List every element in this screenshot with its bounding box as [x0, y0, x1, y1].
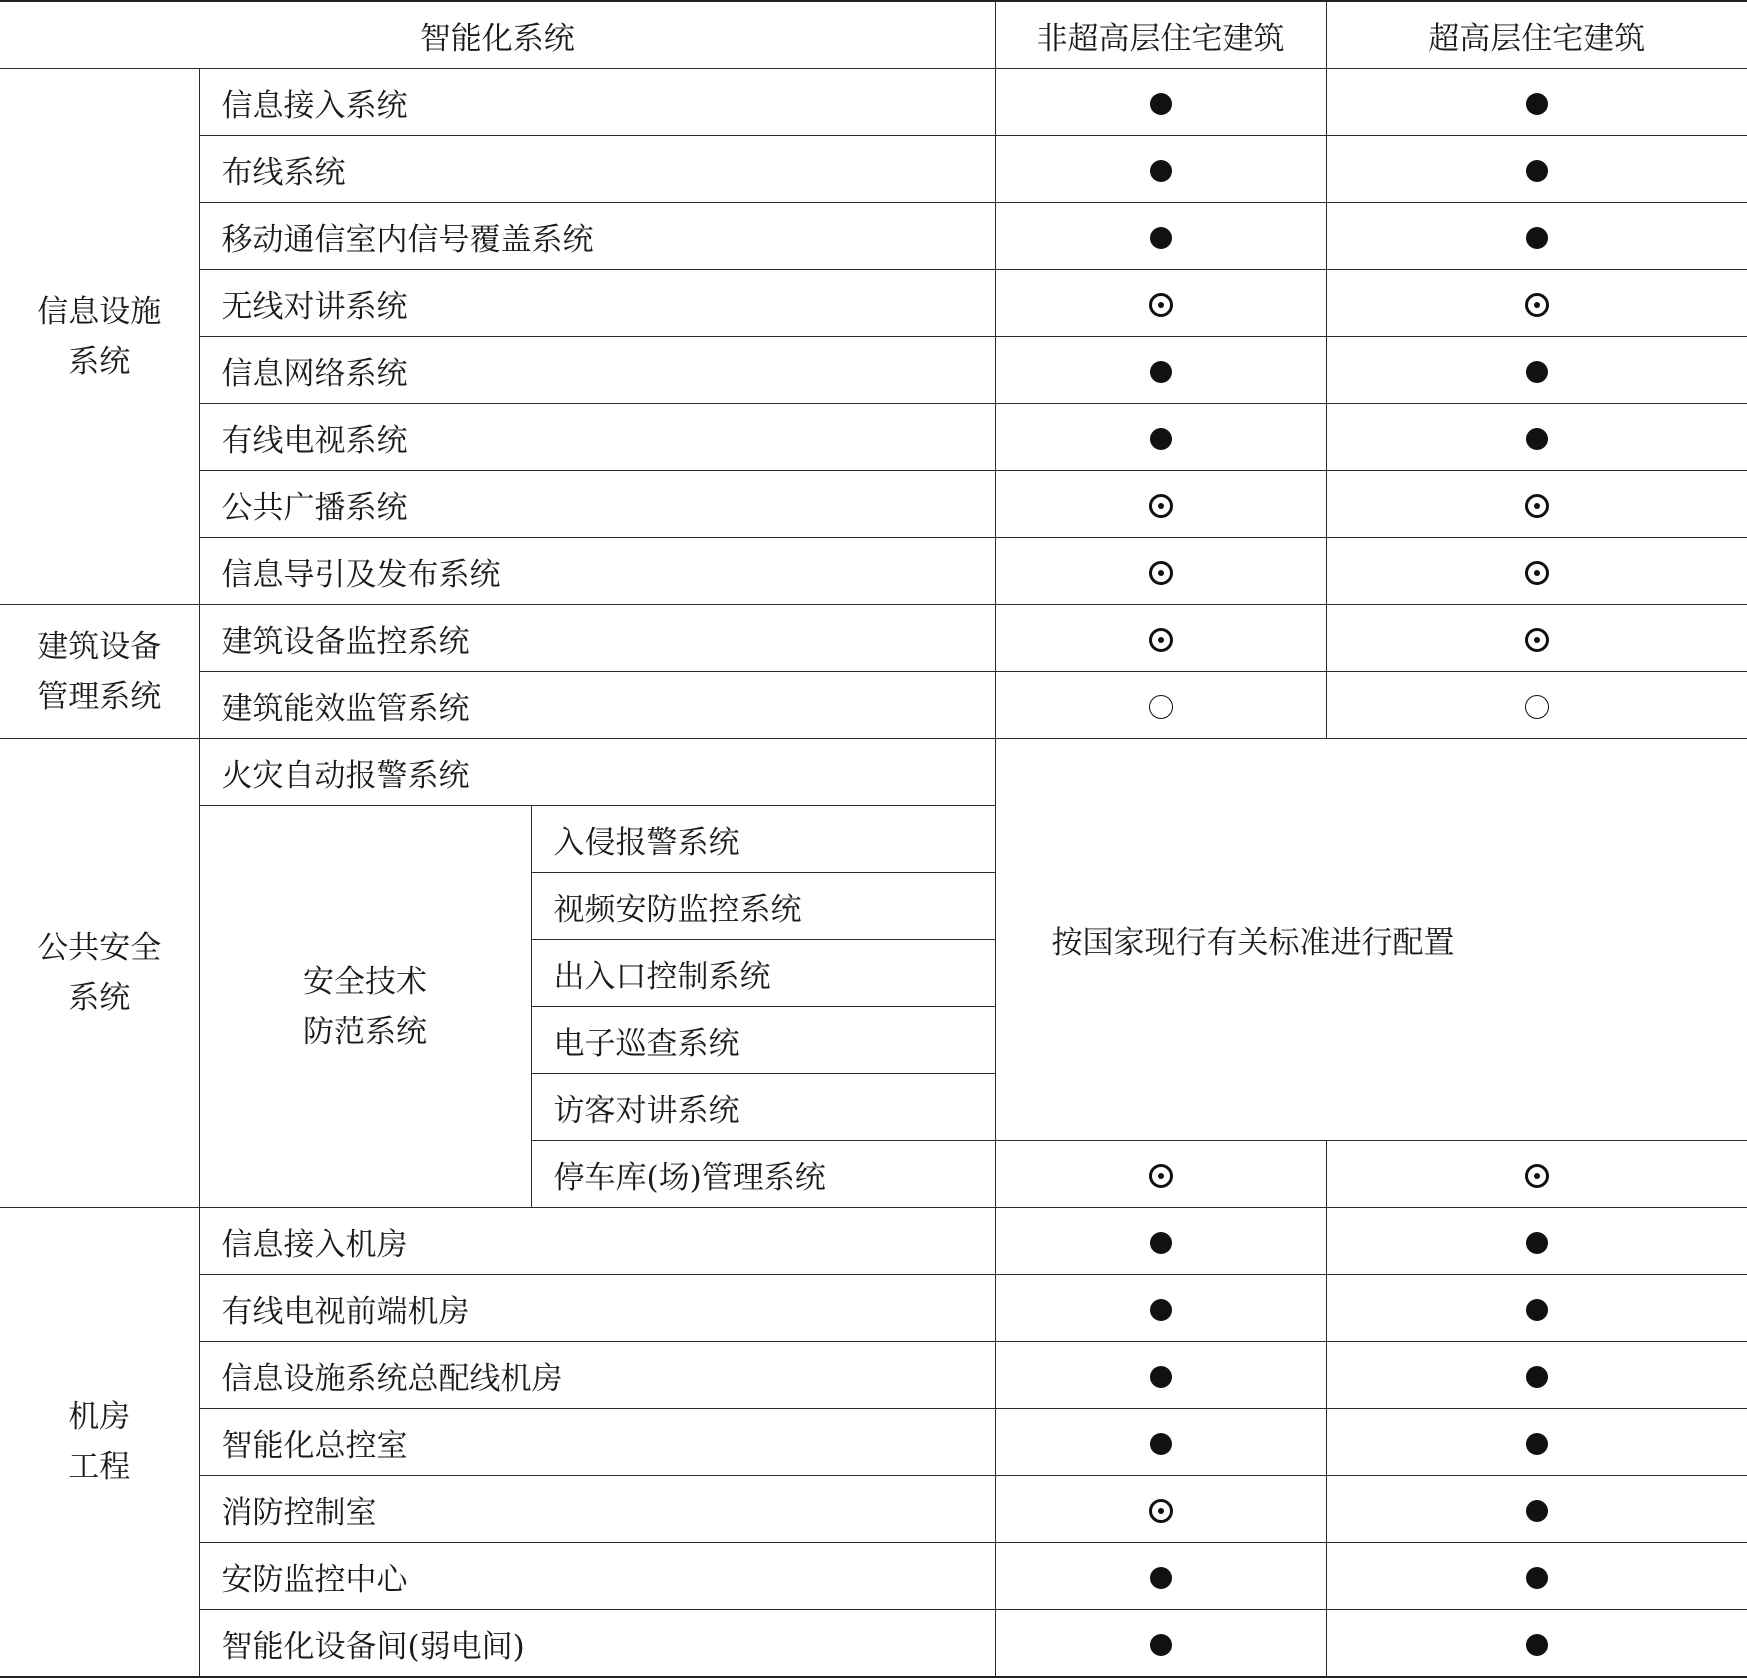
group-public-safety — [0, 739, 199, 1208]
table-row — [0, 1409, 1747, 1476]
cell-super — [1326, 605, 1747, 672]
cell-super — [1326, 404, 1747, 471]
row-label: 无线对讲系统 — [199, 270, 995, 337]
dotted-circle-icon — [1525, 293, 1549, 317]
filled-circle-icon — [1150, 428, 1172, 450]
config-note: 按国家现行有关标准进行配置 — [995, 739, 1747, 1141]
row-label: 建筑能效监管系统 — [199, 672, 995, 739]
row-label: 停车库(场)管理系统 — [531, 1141, 995, 1208]
cell-non-super — [995, 1342, 1326, 1409]
row-label: 安防监控中心 — [199, 1543, 995, 1610]
table-row — [0, 136, 1747, 203]
cell-non-super — [995, 404, 1326, 471]
row-label: 建筑设备监控系统 — [199, 605, 995, 672]
row-label: 信息接入机房 — [199, 1208, 995, 1275]
cell-non-super — [995, 69, 1326, 136]
cell-super — [1326, 1342, 1747, 1409]
filled-circle-icon — [1526, 1366, 1548, 1388]
row-label: 信息导引及发布系统 — [199, 538, 995, 605]
dotted-circle-icon — [1525, 628, 1549, 652]
filled-circle-icon — [1150, 1232, 1172, 1254]
filled-circle-icon — [1526, 227, 1548, 249]
cell-non-super — [995, 203, 1326, 270]
row-label: 出入口控制系统 — [531, 940, 995, 1007]
table-row — [0, 1476, 1747, 1543]
cell-super — [1326, 337, 1747, 404]
dotted-circle-icon — [1149, 628, 1173, 652]
group-label: 建筑设备管理系统 — [37, 628, 162, 715]
cell-super — [1326, 1610, 1747, 1678]
open-circle-icon — [1525, 695, 1549, 719]
cell-non-super — [995, 1141, 1326, 1208]
group-label: 信息设施系统 — [37, 293, 162, 380]
cell-super — [1326, 538, 1747, 605]
row-label: 有线电视前端机房 — [199, 1275, 995, 1342]
cell-non-super — [995, 1610, 1326, 1678]
table-row — [0, 605, 1747, 672]
dotted-circle-icon — [1149, 1164, 1173, 1188]
cell-super — [1326, 1543, 1747, 1610]
table-row — [0, 1275, 1747, 1342]
open-circle-icon — [1149, 695, 1173, 719]
filled-circle-icon — [1526, 160, 1548, 182]
filled-circle-icon — [1150, 1366, 1172, 1388]
cell-non-super — [995, 471, 1326, 538]
cell-super — [1326, 136, 1747, 203]
filled-circle-icon — [1526, 1500, 1548, 1522]
filled-circle-icon — [1150, 160, 1172, 182]
row-label: 公共广播系统 — [199, 471, 995, 538]
group-security-tech — [199, 806, 531, 1208]
cell-super — [1326, 1141, 1747, 1208]
table-row — [0, 471, 1747, 538]
row-label: 智能化设备间(弱电间) — [199, 1610, 995, 1678]
group-label: 机房工程 — [68, 1399, 131, 1485]
dotted-circle-icon — [1149, 1499, 1173, 1523]
table-row — [0, 739, 1747, 806]
row-label: 火灾自动报警系统 — [199, 739, 995, 806]
cell-super — [1326, 1476, 1747, 1543]
cell-super — [1326, 270, 1747, 337]
row-label: 有线电视系统 — [199, 404, 995, 471]
row-label: 智能化总控室 — [199, 1409, 995, 1476]
cell-non-super — [995, 672, 1326, 739]
header-row — [0, 1, 1747, 69]
filled-circle-icon — [1150, 1433, 1172, 1455]
table-row — [0, 1543, 1747, 1610]
cell-super — [1326, 672, 1747, 739]
filled-circle-icon — [1526, 1567, 1548, 1589]
table-row — [0, 337, 1747, 404]
row-label: 信息设施系统总配线机房 — [199, 1342, 995, 1409]
cell-non-super — [995, 1409, 1326, 1476]
header-non-super-high-rise: 非超高层住宅建筑 — [995, 1, 1326, 69]
filled-circle-icon — [1526, 1634, 1548, 1656]
table-row — [0, 672, 1747, 739]
group-machine-room — [0, 1208, 199, 1678]
cell-super — [1326, 1275, 1747, 1342]
subgroup-label: 安全技术防范系统 — [303, 963, 427, 1050]
group-building-equipment — [0, 605, 199, 739]
filled-circle-icon — [1150, 93, 1172, 115]
row-label: 视频安防监控系统 — [531, 873, 995, 940]
row-label: 电子巡查系统 — [531, 1007, 995, 1074]
filled-circle-icon — [1526, 1232, 1548, 1254]
row-label: 信息网络系统 — [199, 337, 995, 404]
table-row — [0, 1610, 1747, 1678]
cell-non-super — [995, 605, 1326, 672]
cell-non-super — [995, 1543, 1326, 1610]
row-label: 信息接入系统 — [199, 69, 995, 136]
filled-circle-icon — [1526, 1299, 1548, 1321]
row-label: 入侵报警系统 — [531, 806, 995, 873]
row-label: 访客对讲系统 — [531, 1074, 995, 1141]
group-info-facility — [0, 69, 199, 605]
cell-non-super — [995, 1275, 1326, 1342]
cell-non-super — [995, 538, 1326, 605]
group-label: 公共安全系统 — [37, 930, 162, 1016]
table-row — [0, 69, 1747, 136]
cell-non-super — [995, 337, 1326, 404]
dotted-circle-icon — [1149, 293, 1173, 317]
table-row — [0, 538, 1747, 605]
table-row — [0, 1342, 1747, 1409]
filled-circle-icon — [1150, 1567, 1172, 1589]
filled-circle-icon — [1526, 93, 1548, 115]
cell-super — [1326, 203, 1747, 270]
cell-non-super — [995, 270, 1326, 337]
row-label: 移动通信室内信号覆盖系统 — [199, 203, 995, 270]
filled-circle-icon — [1526, 361, 1548, 383]
dotted-circle-icon — [1525, 561, 1549, 585]
filled-circle-icon — [1526, 1433, 1548, 1455]
table-row — [0, 1208, 1747, 1275]
cell-super — [1326, 1208, 1747, 1275]
dotted-circle-icon — [1525, 1164, 1549, 1188]
cell-super — [1326, 69, 1747, 136]
cell-super — [1326, 471, 1747, 538]
dotted-circle-icon — [1149, 561, 1173, 585]
row-label: 布线系统 — [199, 136, 995, 203]
table-row — [0, 270, 1747, 337]
cell-super — [1326, 1409, 1747, 1476]
table-row — [0, 404, 1747, 471]
filled-circle-icon — [1150, 1299, 1172, 1321]
filled-circle-icon — [1526, 428, 1548, 450]
cell-non-super — [995, 136, 1326, 203]
cell-non-super — [995, 1208, 1326, 1275]
dotted-circle-icon — [1149, 494, 1173, 518]
header-super-high-rise: 超高层住宅建筑 — [1326, 1, 1747, 69]
header-system: 智能化系统 — [0, 1, 995, 69]
table-row — [0, 203, 1747, 270]
filled-circle-icon — [1150, 1634, 1172, 1656]
dotted-circle-icon — [1525, 494, 1549, 518]
cell-non-super — [995, 1476, 1326, 1543]
filled-circle-icon — [1150, 361, 1172, 383]
filled-circle-icon — [1150, 227, 1172, 249]
row-label: 消防控制室 — [199, 1476, 995, 1543]
